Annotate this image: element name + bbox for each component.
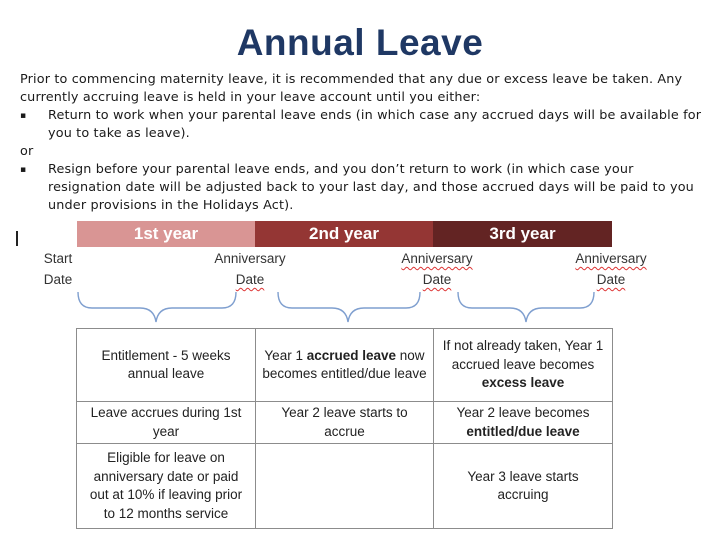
brace-year-1 [78,292,236,322]
marker-label: Anniversary [575,251,647,266]
start-date-marker [38,248,78,290]
table-row [77,444,613,529]
year-braces [0,290,720,330]
bullet-text: Return to work when your parental leave ends (in which case any accrued days will be available for you to take as leave). [48,108,702,141]
brace-year-3 [458,292,594,322]
table-cell: Entitlement - 5 weeks annual leave [77,329,256,402]
table-cell: Year 2 leave starts to accrue [256,402,434,444]
anniversary-marker-1 [205,248,295,290]
table-cell [434,329,613,402]
cell-emphasis: entitled/due leave [466,423,580,439]
or-text: or [20,144,34,159]
bullet-text: Resign before your parental leave ends, and you don’t return to work (in which case your resignation date will be adjusted back to your last day, and those accrued days will be paid to you under provisions in the Holidays Act). [48,162,694,213]
marker-label: Date [422,272,452,287]
cell-text: now becomes entitled/due leave [262,347,427,381]
year-bar-3: 3rd year [433,221,612,247]
table-cell: Eligible for leave on anniversary date or paid out at 10% if leaving prior to 12 months service [77,444,256,529]
table-row [77,402,613,444]
table-cell [256,329,434,402]
bullet-return-to-work [20,107,710,143]
page-title: Annual Leave [236,22,484,63]
table-cell [256,444,434,529]
text-cursor [16,231,18,246]
brace-year-2 [278,292,420,322]
anniversary-marker-2 [392,248,482,290]
table-cell [434,402,613,444]
leave-table [76,328,613,529]
marker-label: Anniversary [401,251,473,266]
anniversary-marker-3 [566,248,656,290]
intro-paragraph: Prior to commencing maternity leave, it is recommended that any due or excess leave be taken. Any currently accruing leave is held in your leave account until you either: [20,72,683,105]
year-bar-2: 2nd year [255,221,433,247]
marker-label: Date [235,272,265,287]
bullet-icon: ▪ [20,165,27,175]
bullet-resign [20,161,710,215]
marker-label: Date [596,272,626,287]
marker-label: Anniversary [214,251,286,266]
intro-text [20,71,710,215]
table-cell: Leave accrues during 1st year [77,402,256,444]
cell-emphasis: accrued leave [306,347,397,363]
cell-emphasis: excess leave [481,375,565,391]
bullet-icon: ▪ [20,111,27,121]
table-row [77,329,613,402]
year-bar-1: 1st year [77,221,255,247]
marker-label: Date [43,272,73,287]
cell-text: Year 1 [264,347,307,363]
cell-text: If not already taken, Year 1 accrued leave becomes [442,338,604,372]
cell-text: Year 2 leave becomes [456,405,590,420]
marker-label: Start [43,251,73,266]
table-cell: Year 3 leave starts accruing [434,444,613,529]
